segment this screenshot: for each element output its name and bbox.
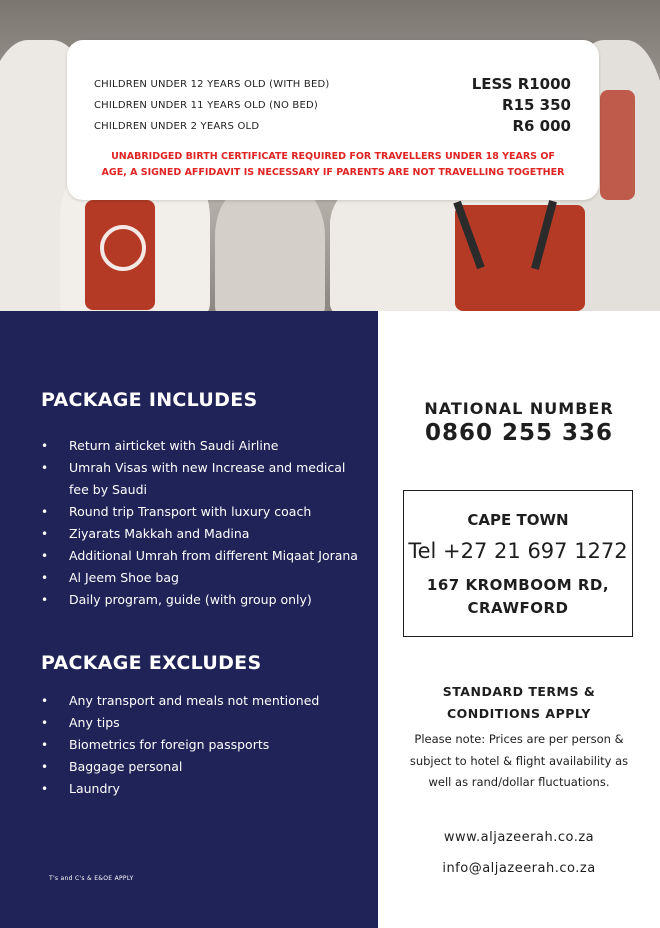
contact-panel xyxy=(378,311,660,928)
price-row xyxy=(94,117,571,137)
list-item: • Daily program, guide (with group only) xyxy=(41,589,361,611)
branch-address-line: CRAWFORD xyxy=(467,599,569,617)
website-link[interactable]: www.aljazeerah.co.za xyxy=(443,830,595,845)
price-value: R15 350 xyxy=(502,96,571,114)
terms-heading: CONDITIONS APPLY xyxy=(447,706,591,721)
price-label: CHILDREN UNDER 12 YEARS OLD (WITH BED) xyxy=(94,79,330,90)
branch-address-line: 167 KROMBOOM RD, xyxy=(426,576,610,594)
pricing-card xyxy=(67,40,599,200)
branch-city: CAPE TOWN xyxy=(467,511,569,529)
excludes-list xyxy=(41,690,361,800)
list-item: • Ziyarats Makkah and Madina xyxy=(41,523,361,545)
birth-certificate-notice xyxy=(92,149,574,181)
list-item: • Return airticket with Saudi Airline xyxy=(41,435,361,457)
list-item: • Round trip Transport with luxury coach xyxy=(41,501,361,523)
excludes-title: PACKAGE EXCLUDES xyxy=(41,652,262,674)
price-label: CHILDREN UNDER 2 YEARS OLD xyxy=(94,121,260,132)
price-label: CHILDREN UNDER 11 YEARS OLD (NO BED) xyxy=(94,100,318,111)
package-panel xyxy=(0,311,378,928)
list-item: • Biometrics for foreign passports xyxy=(41,734,361,756)
list-item: • Any transport and meals not mentioned xyxy=(41,690,361,712)
includes-list xyxy=(41,435,361,611)
notice-line: UNABRIDGED BIRTH CERTIFICATE REQUIRED FOR TRAVELLERS UNDER 18 YEARS OF xyxy=(111,151,555,162)
list-item: • Any tips xyxy=(41,712,361,734)
includes-title: PACKAGE INCLUDES xyxy=(41,389,258,411)
price-note: Please note: Prices are per person & subject to hotel & flight availability as well as rand/dollar fluctuations. xyxy=(409,732,629,789)
price-value: LESS R1000 xyxy=(471,75,571,93)
branch-box xyxy=(403,490,633,637)
list-item: • Baggage personal xyxy=(41,756,361,778)
notice-line: AGE, A SIGNED AFFIDAVIT IS NECESSARY IF PARENTS ARE NOT TRAVELLING TOGETHER xyxy=(101,167,565,178)
price-row xyxy=(94,75,571,95)
terms-heading: STANDARD TERMS & xyxy=(442,684,596,699)
national-number-label: NATIONAL NUMBER xyxy=(424,399,614,418)
branch-phone[interactable]: Tel +27 21 697 1272 xyxy=(408,539,628,563)
national-number[interactable]: 0860 255 336 xyxy=(424,420,614,446)
list-item: • Additional Umrah from different Miqaat Jorana xyxy=(41,545,361,567)
list-item: • Laundry xyxy=(41,778,361,800)
list-item: • Al Jeem Shoe bag xyxy=(41,567,361,589)
price-value: R6 000 xyxy=(512,117,571,135)
bag-logo-icon xyxy=(100,225,146,271)
email-link[interactable]: info@aljazeerah.co.za xyxy=(442,861,596,876)
list-item: • Umrah Visas with new Increase and medical fee by Saudi xyxy=(41,457,361,501)
price-row xyxy=(94,96,571,116)
small-print: T's and C's & E&OE APPLY xyxy=(49,875,134,882)
